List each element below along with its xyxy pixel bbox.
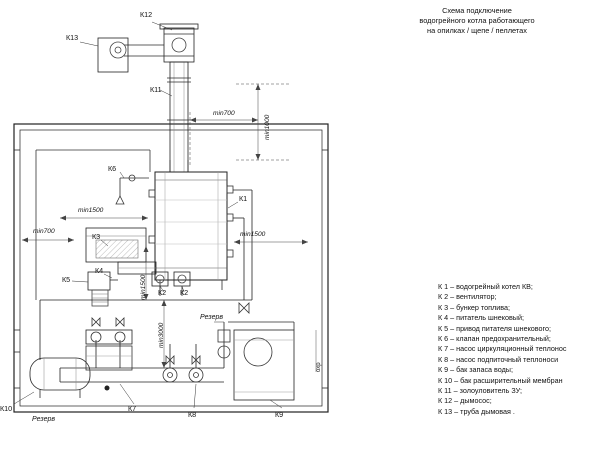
- legend-item: К 3 – бункер топлива;: [438, 302, 510, 312]
- title-block: [362, 6, 592, 36]
- dim-min3000-vert: min3000: [158, 322, 165, 348]
- title-line-2: водогрейного котла работающего: [419, 16, 535, 25]
- legend-item: К 13 – труба дымовая .: [438, 406, 515, 416]
- tag-k7: К7: [128, 404, 137, 413]
- title-line-1: Схема подключение: [442, 6, 512, 15]
- legend-item: К 9 – бак запаса воды;: [438, 365, 513, 375]
- dim-min1000: min1000: [264, 114, 271, 140]
- legend-item: К 6 – клапан предохранительный;: [438, 334, 551, 344]
- tag-k2-left: К2: [158, 288, 167, 297]
- tag-k9: К9: [275, 410, 284, 419]
- boiler-k1: [149, 160, 233, 290]
- valve-symbols: [92, 303, 252, 391]
- dim-min1500-vert: min1500: [140, 274, 147, 300]
- pipe-network: [36, 150, 252, 382]
- tag-k13: К13: [66, 33, 79, 42]
- legend-item: К 2 – вентилятор;: [438, 292, 497, 302]
- dim-min1500-left: min1500: [78, 207, 104, 214]
- reserve-label-1: Резерв: [200, 314, 224, 321]
- water-tank-k9: [228, 322, 294, 400]
- tag-k8: К8: [188, 410, 197, 419]
- dim-min1500-right: min1500: [240, 231, 266, 238]
- legend-item: К 8 – насос подпиточный теплоноси: [438, 354, 559, 364]
- tag-k11: К11: [150, 85, 162, 94]
- title-line-3: на опилках / щепе / пеллетах: [426, 26, 527, 35]
- side-note: охр: [316, 362, 322, 372]
- legend: [438, 282, 598, 417]
- tag-k4: К4: [95, 266, 104, 275]
- reserve-label-2: Резерв: [32, 416, 56, 423]
- legend-item: К 1 – водогрейный котел КВ;: [438, 282, 533, 291]
- tag-k12: К12: [140, 10, 153, 19]
- legend-item: К 11 – золоуловитель ЗУ;: [438, 386, 522, 396]
- dim-min700-top: min700: [213, 110, 235, 117]
- legend-item: К 12 – дымосос;: [438, 396, 492, 406]
- tag-k3: К3: [92, 232, 101, 241]
- safety-valve-k6: [116, 175, 149, 204]
- legend-item: К 10 – бак расширительный мембран: [438, 375, 563, 385]
- legend-item: К 7 – насос циркуляционный теплоноc: [438, 344, 567, 354]
- legend-item: К 4 – питатель шнековый;: [438, 313, 524, 323]
- tag-k10: К10: [0, 404, 13, 413]
- dim-min700-left: min700: [33, 228, 55, 235]
- tag-k1: К1: [239, 194, 248, 203]
- tag-k2-right: К2: [180, 288, 189, 297]
- legend-item: К 5 – привод питателя шнекового;: [438, 323, 552, 333]
- tag-k6: К6: [108, 164, 117, 173]
- tag-k5: К5: [62, 275, 71, 284]
- leader-lines: [14, 22, 282, 408]
